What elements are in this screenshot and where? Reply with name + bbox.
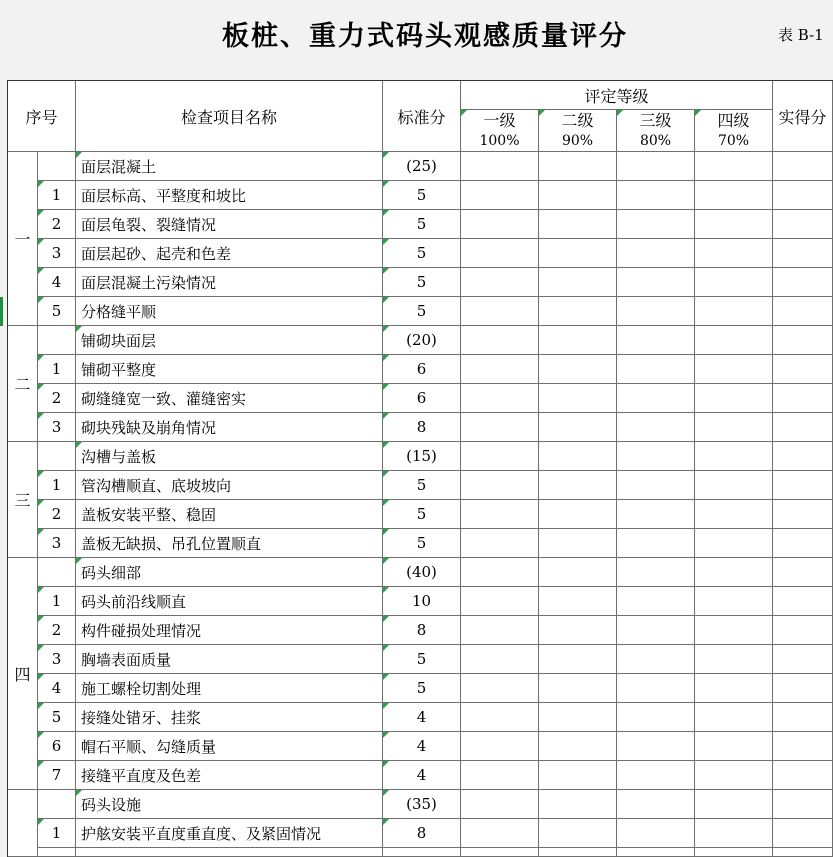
grade-input-cell[interactable] bbox=[695, 529, 773, 558]
grade-input-cell[interactable] bbox=[695, 442, 773, 471]
grade-input-cell[interactable] bbox=[539, 413, 617, 442]
standard-score-cell[interactable]: 5 bbox=[383, 645, 461, 674]
grade-input-cell[interactable] bbox=[617, 616, 695, 645]
standard-score-cell[interactable]: 4 bbox=[383, 761, 461, 790]
standard-score-cell[interactable]: 6 bbox=[383, 384, 461, 413]
grade-input-cell[interactable] bbox=[539, 471, 617, 500]
grade-label: 四级 bbox=[717, 110, 750, 130]
grade-input-cell[interactable] bbox=[539, 384, 617, 413]
grade-input-cell[interactable] bbox=[695, 355, 773, 384]
grade-input-cell[interactable] bbox=[695, 558, 773, 587]
grade-input-cell[interactable] bbox=[617, 674, 695, 703]
grade-input-cell[interactable] bbox=[617, 471, 695, 500]
actual-score-cell[interactable] bbox=[773, 790, 833, 819]
standard-score-cell[interactable]: 5 bbox=[383, 674, 461, 703]
item-no-cell[interactable] bbox=[38, 152, 76, 181]
grade-input-cell[interactable] bbox=[695, 732, 773, 761]
check-item-name-cell[interactable]: 砌块残缺及崩角情况 bbox=[76, 413, 383, 442]
grade-input-cell[interactable] bbox=[539, 761, 617, 790]
grade-input-cell[interactable] bbox=[695, 790, 773, 819]
actual-score-cell[interactable] bbox=[773, 210, 833, 239]
item-no-cell[interactable]: 5 bbox=[38, 297, 76, 326]
header-item-name-cell[interactable]: 检查项目名称 bbox=[76, 81, 383, 152]
grade-input-cell[interactable] bbox=[695, 616, 773, 645]
grade-input-cell[interactable] bbox=[617, 355, 695, 384]
grade-input-cell[interactable] bbox=[695, 703, 773, 732]
grade-input-cell[interactable] bbox=[461, 355, 539, 384]
item-no-cell[interactable] bbox=[38, 790, 76, 819]
grade-input-cell[interactable] bbox=[539, 645, 617, 674]
item-no-cell[interactable]: 6 bbox=[38, 732, 76, 761]
grade-input-cell[interactable] bbox=[617, 529, 695, 558]
standard-score-cell[interactable]: (40) bbox=[383, 558, 461, 587]
actual-score-cell[interactable] bbox=[773, 645, 833, 674]
grade-input-cell[interactable] bbox=[617, 326, 695, 355]
header-seq-cell[interactable]: 序号 bbox=[8, 81, 76, 152]
partial-row-cell[interactable] bbox=[695, 848, 773, 857]
item-no-cell[interactable]: 2 bbox=[38, 210, 76, 239]
header-grade-4-cell[interactable] bbox=[695, 110, 773, 152]
grade-input-cell[interactable] bbox=[461, 181, 539, 210]
grade-input-cell[interactable] bbox=[539, 558, 617, 587]
grade-input-cell[interactable] bbox=[695, 297, 773, 326]
item-no-cell[interactable]: 3 bbox=[38, 239, 76, 268]
check-item-name-cell[interactable]: 分格缝平顺 bbox=[76, 297, 383, 326]
partial-row-cell[interactable] bbox=[461, 848, 539, 857]
grade-input-cell[interactable] bbox=[461, 616, 539, 645]
grade-input-cell[interactable] bbox=[461, 674, 539, 703]
grade-input-cell[interactable] bbox=[539, 790, 617, 819]
group-title-cell[interactable]: 铺砌块面层 bbox=[76, 326, 383, 355]
grade-input-cell[interactable] bbox=[695, 268, 773, 297]
grade-percent: 100% bbox=[479, 132, 520, 149]
grade-input-cell[interactable] bbox=[539, 181, 617, 210]
grade-input-cell[interactable] bbox=[695, 761, 773, 790]
check-item-name-cell[interactable]: 铺砌平整度 bbox=[76, 355, 383, 384]
actual-score-cell[interactable] bbox=[773, 500, 833, 529]
partial-row-cell[interactable] bbox=[539, 848, 617, 857]
grade-input-cell[interactable] bbox=[695, 587, 773, 616]
grade-input-cell[interactable] bbox=[539, 674, 617, 703]
grade-input-cell[interactable] bbox=[461, 384, 539, 413]
item-no-cell[interactable]: 2 bbox=[38, 500, 76, 529]
actual-score-cell[interactable] bbox=[773, 732, 833, 761]
check-item-name-cell[interactable]: 盖板安装平整、稳固 bbox=[76, 500, 383, 529]
grade-input-cell[interactable] bbox=[461, 558, 539, 587]
grade-input-cell[interactable] bbox=[539, 529, 617, 558]
grade-input-cell[interactable] bbox=[461, 471, 539, 500]
header-rating-cell[interactable]: 评定等级 bbox=[461, 81, 773, 110]
check-item-name-cell[interactable]: 面层龟裂、裂缝情况 bbox=[76, 210, 383, 239]
grade-input-cell[interactable] bbox=[539, 616, 617, 645]
actual-score-cell[interactable] bbox=[773, 152, 833, 181]
grade-input-cell[interactable] bbox=[695, 500, 773, 529]
grade-input-cell[interactable] bbox=[617, 558, 695, 587]
row-selection-marker bbox=[0, 297, 3, 326]
grade-input-cell[interactable] bbox=[695, 181, 773, 210]
grade-input-cell[interactable] bbox=[695, 645, 773, 674]
item-no-cell[interactable] bbox=[38, 442, 76, 471]
actual-score-cell[interactable] bbox=[773, 413, 833, 442]
grade-input-cell[interactable] bbox=[617, 181, 695, 210]
partial-row-cell[interactable] bbox=[617, 848, 695, 857]
actual-score-cell[interactable] bbox=[773, 384, 833, 413]
grade-input-cell[interactable] bbox=[695, 471, 773, 500]
grade-input-cell[interactable] bbox=[539, 326, 617, 355]
group-number-cell[interactable] bbox=[8, 790, 38, 857]
grade-input-cell[interactable] bbox=[695, 152, 773, 181]
grade-input-cell[interactable] bbox=[539, 703, 617, 732]
item-no-cell[interactable]: 2 bbox=[38, 616, 76, 645]
actual-score-cell[interactable] bbox=[773, 674, 833, 703]
grade-input-cell[interactable] bbox=[539, 442, 617, 471]
item-no-cell[interactable]: 1 bbox=[38, 181, 76, 210]
actual-score-cell[interactable] bbox=[773, 181, 833, 210]
actual-score-cell[interactable] bbox=[773, 297, 833, 326]
grade-input-cell[interactable] bbox=[461, 790, 539, 819]
header-actual-score-cell[interactable]: 实得分 bbox=[773, 81, 833, 152]
item-no-cell[interactable]: 1 bbox=[38, 819, 76, 848]
group-number-cell[interactable]: 四 bbox=[8, 558, 38, 790]
group-title-cell[interactable]: 码头设施 bbox=[76, 790, 383, 819]
item-no-cell[interactable]: 2 bbox=[38, 384, 76, 413]
check-item-name-cell[interactable]: 胸墙表面质量 bbox=[76, 645, 383, 674]
grade-input-cell[interactable] bbox=[617, 297, 695, 326]
header-standard-score-cell[interactable]: 标准分 bbox=[383, 81, 461, 152]
grade-input-cell[interactable] bbox=[539, 732, 617, 761]
check-item-name-cell[interactable]: 接缝处错牙、挂浆 bbox=[76, 703, 383, 732]
actual-score-cell[interactable] bbox=[773, 819, 833, 848]
standard-score-cell[interactable]: 8 bbox=[383, 413, 461, 442]
header-grade-2-cell[interactable] bbox=[539, 110, 617, 152]
grade-input-cell[interactable] bbox=[617, 442, 695, 471]
grade-input-cell[interactable] bbox=[617, 384, 695, 413]
item-no-cell[interactable]: 7 bbox=[38, 761, 76, 790]
grade-input-cell[interactable] bbox=[461, 297, 539, 326]
grade-input-cell[interactable] bbox=[617, 645, 695, 674]
actual-score-cell[interactable] bbox=[773, 558, 833, 587]
grade-input-cell[interactable] bbox=[617, 268, 695, 297]
sheet-title[interactable]: 板桩、重力式码头观感质量评分 bbox=[222, 21, 628, 52]
item-no-cell[interactable]: 5 bbox=[38, 703, 76, 732]
grade-input-cell[interactable] bbox=[461, 239, 539, 268]
standard-score-cell[interactable]: 8 bbox=[383, 616, 461, 645]
grade-input-cell[interactable] bbox=[539, 239, 617, 268]
check-item-name-cell[interactable]: 接缝平直度及色差 bbox=[76, 761, 383, 790]
group-title-cell[interactable]: 面层混凝土 bbox=[76, 152, 383, 181]
check-item-name-cell[interactable]: 码头前沿线顺直 bbox=[76, 587, 383, 616]
check-item-name-cell[interactable]: 面层混凝土污染情况 bbox=[76, 268, 383, 297]
grade-input-cell[interactable] bbox=[695, 674, 773, 703]
grade-input-cell[interactable] bbox=[461, 268, 539, 297]
item-no-cell[interactable]: 1 bbox=[38, 587, 76, 616]
grade-input-cell[interactable] bbox=[617, 761, 695, 790]
standard-score-cell[interactable]: (25) bbox=[383, 152, 461, 181]
grade-input-cell[interactable] bbox=[617, 790, 695, 819]
standard-score-cell[interactable]: 5 bbox=[383, 297, 461, 326]
actual-score-cell[interactable] bbox=[773, 529, 833, 558]
item-no-cell[interactable]: 3 bbox=[38, 529, 76, 558]
grade-input-cell[interactable] bbox=[617, 152, 695, 181]
grade-input-cell[interactable] bbox=[461, 152, 539, 181]
check-item-name-cell[interactable]: 盖板无缺损、吊孔位置顺直 bbox=[76, 529, 383, 558]
grade-input-cell[interactable] bbox=[617, 413, 695, 442]
actual-score-cell[interactable] bbox=[773, 326, 833, 355]
grade-input-cell[interactable] bbox=[695, 326, 773, 355]
check-item-name-cell[interactable]: 管沟槽顺直、底坡坡向 bbox=[76, 471, 383, 500]
grade-input-cell[interactable] bbox=[539, 268, 617, 297]
grade-input-cell[interactable] bbox=[617, 500, 695, 529]
grade-input-cell[interactable] bbox=[539, 210, 617, 239]
check-item-name-cell[interactable]: 面层起砂、起壳和色差 bbox=[76, 239, 383, 268]
header-grade-3-cell[interactable] bbox=[617, 110, 695, 152]
partial-row-cell[interactable] bbox=[38, 848, 76, 857]
standard-score-cell[interactable]: 8 bbox=[383, 819, 461, 848]
standard-score-cell[interactable]: 5 bbox=[383, 268, 461, 297]
grade-input-cell[interactable] bbox=[539, 152, 617, 181]
item-no-cell[interactable] bbox=[38, 558, 76, 587]
grade-input-cell[interactable] bbox=[617, 239, 695, 268]
grade-input-cell[interactable] bbox=[461, 442, 539, 471]
group-number-cell[interactable]: 三 bbox=[8, 442, 38, 558]
grade-input-cell[interactable] bbox=[695, 384, 773, 413]
grade-input-cell[interactable] bbox=[695, 819, 773, 848]
grade-input-cell[interactable] bbox=[617, 587, 695, 616]
standard-score-cell[interactable]: (35) bbox=[383, 790, 461, 819]
grade-input-cell[interactable] bbox=[617, 703, 695, 732]
grade-input-cell[interactable] bbox=[461, 413, 539, 442]
group-number-cell[interactable]: 二 bbox=[8, 326, 38, 442]
grade-input-cell[interactable] bbox=[539, 500, 617, 529]
standard-score-cell[interactable]: 4 bbox=[383, 732, 461, 761]
item-no-cell[interactable]: 1 bbox=[38, 355, 76, 384]
header-grade-1-cell[interactable] bbox=[461, 110, 539, 152]
grade-input-cell[interactable] bbox=[461, 210, 539, 239]
grade-input-cell[interactable] bbox=[461, 645, 539, 674]
grade-input-cell[interactable] bbox=[695, 239, 773, 268]
grade-input-cell[interactable] bbox=[539, 297, 617, 326]
standard-score-cell[interactable]: 5 bbox=[383, 471, 461, 500]
check-item-name-cell[interactable]: 面层标高、平整度和坡比 bbox=[76, 181, 383, 210]
grade-input-cell[interactable] bbox=[461, 703, 539, 732]
group-title-cell[interactable]: 码头细部 bbox=[76, 558, 383, 587]
grade-input-cell[interactable] bbox=[695, 210, 773, 239]
actual-score-cell[interactable] bbox=[773, 268, 833, 297]
standard-score-cell[interactable]: 4 bbox=[383, 703, 461, 732]
grade-label: 二级 bbox=[561, 110, 594, 130]
item-no-cell[interactable]: 3 bbox=[38, 645, 76, 674]
check-item-name-cell[interactable]: 护舷安装平直度重直度、及紧固情况 bbox=[76, 819, 383, 848]
standard-score-cell[interactable]: 5 bbox=[383, 210, 461, 239]
grade-percent: 70% bbox=[717, 132, 750, 149]
standard-score-cell[interactable]: 6 bbox=[383, 355, 461, 384]
standard-score-cell[interactable]: 5 bbox=[383, 500, 461, 529]
item-no-cell[interactable]: 1 bbox=[38, 471, 76, 500]
actual-score-cell[interactable] bbox=[773, 442, 833, 471]
actual-score-cell[interactable] bbox=[773, 761, 833, 790]
check-item-name-cell[interactable]: 砌缝缝宽一致、灌缝密实 bbox=[76, 384, 383, 413]
group-number-cell[interactable]: 一 bbox=[8, 152, 38, 326]
check-item-name-cell[interactable]: 构件碰损处理情况 bbox=[76, 616, 383, 645]
standard-score-cell[interactable]: 5 bbox=[383, 529, 461, 558]
grade-percent: 90% bbox=[561, 132, 594, 149]
grade-input-cell[interactable] bbox=[461, 529, 539, 558]
check-item-name-cell[interactable]: 帽石平顺、勾缝质量 bbox=[76, 732, 383, 761]
grade-input-cell[interactable] bbox=[617, 210, 695, 239]
grade-input-cell[interactable] bbox=[461, 819, 539, 848]
actual-score-cell[interactable] bbox=[773, 355, 833, 384]
grade-input-cell[interactable] bbox=[617, 732, 695, 761]
score-table bbox=[7, 80, 833, 857]
item-no-cell[interactable] bbox=[38, 326, 76, 355]
grade-input-cell[interactable] bbox=[461, 587, 539, 616]
grade-input-cell[interactable] bbox=[461, 326, 539, 355]
grade-input-cell[interactable] bbox=[539, 355, 617, 384]
grade-input-cell[interactable] bbox=[461, 500, 539, 529]
grade-input-cell[interactable] bbox=[695, 413, 773, 442]
grade-input-cell[interactable] bbox=[461, 732, 539, 761]
grade-percent: 80% bbox=[639, 132, 672, 149]
actual-score-cell[interactable] bbox=[773, 471, 833, 500]
check-item-name-cell[interactable]: 施工螺栓切割处理 bbox=[76, 674, 383, 703]
grade-input-cell[interactable] bbox=[539, 819, 617, 848]
actual-score-cell[interactable] bbox=[773, 703, 833, 732]
item-no-cell[interactable]: 4 bbox=[38, 674, 76, 703]
grade-input-cell[interactable] bbox=[617, 819, 695, 848]
standard-score-cell[interactable]: 10 bbox=[383, 587, 461, 616]
standard-score-cell[interactable]: 5 bbox=[383, 181, 461, 210]
item-no-cell[interactable]: 3 bbox=[38, 413, 76, 442]
standard-score-cell[interactable]: (20) bbox=[383, 326, 461, 355]
grade-input-cell[interactable] bbox=[461, 761, 539, 790]
partial-row-cell[interactable] bbox=[773, 848, 833, 857]
grade-label: 三级 bbox=[639, 110, 672, 130]
group-title-cell[interactable]: 沟槽与盖板 bbox=[76, 442, 383, 471]
actual-score-cell[interactable] bbox=[773, 616, 833, 645]
standard-score-cell[interactable]: 5 bbox=[383, 239, 461, 268]
actual-score-cell[interactable] bbox=[773, 587, 833, 616]
standard-score-cell[interactable]: (15) bbox=[383, 442, 461, 471]
grade-label: 一级 bbox=[483, 110, 516, 130]
actual-score-cell[interactable] bbox=[773, 239, 833, 268]
table-number[interactable]: 表 B-1 bbox=[778, 26, 824, 44]
item-no-cell[interactable]: 4 bbox=[38, 268, 76, 297]
partial-row-cell[interactable] bbox=[383, 848, 461, 857]
partial-row-cell[interactable] bbox=[76, 848, 383, 857]
grade-input-cell[interactable] bbox=[539, 587, 617, 616]
